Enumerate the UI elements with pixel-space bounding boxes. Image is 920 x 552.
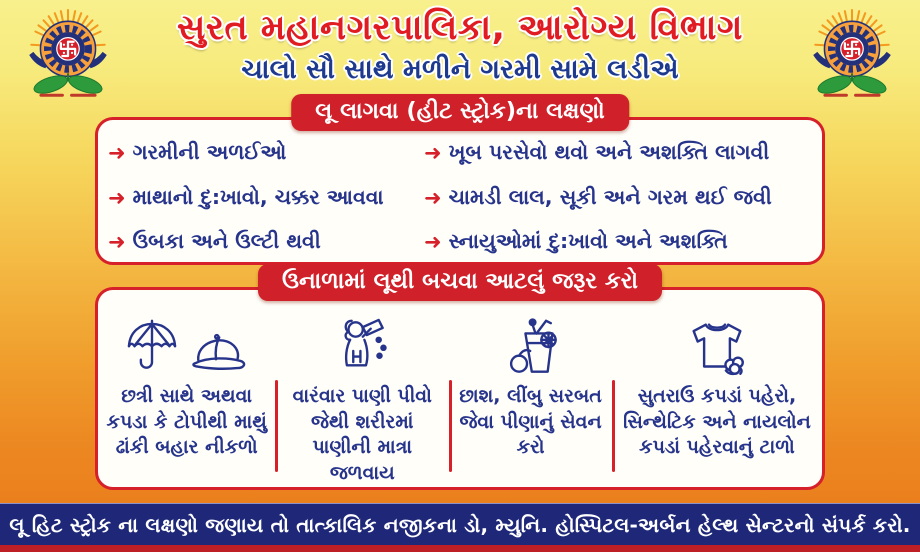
prevention-header-badge: ઉનાળામાં લૂથી બચવા આટલું જરૂર કરો xyxy=(258,264,662,301)
symptom-text: ખૂબ પરસેવો થવો અને અશક્તિ લાગવી xyxy=(448,140,770,164)
drinking-water-icon xyxy=(331,312,393,378)
tip-cotton-clothes xyxy=(612,308,822,487)
prevention-tips xyxy=(98,308,822,486)
cotton-clothes-icon xyxy=(684,312,750,378)
arrow-bullet-icon: ➜ xyxy=(108,230,126,254)
lemon-drink-icon xyxy=(500,312,562,378)
tip-divider xyxy=(449,380,452,472)
symptom-text: ગરમીની અળઈઓ xyxy=(132,140,287,164)
symptom-item xyxy=(424,185,814,210)
tip-cover-head xyxy=(98,308,275,487)
symptom-item xyxy=(108,229,420,254)
arrow-bullet-icon: ➜ xyxy=(108,141,126,165)
symptom-text: માથાનો દુ:ખાવો, ચક્કર આવવા xyxy=(132,184,384,209)
arrow-bullet-icon: ➜ xyxy=(424,141,442,165)
symptom-text: ચામડી લાલ, સૂકી અને ગરમ થઈ જવી xyxy=(448,184,772,209)
poster-subtitle: ચાલો સૌ સાથે મળીને ગરમી સામે લડીએ xyxy=(241,54,679,85)
arrow-bullet-icon: ➜ xyxy=(424,185,442,210)
symptom-item xyxy=(108,140,420,165)
tip-text: સુતરાઉ કપડાં પહેરો, સિન્થેટિક અને નાયલોન કપડાં પહેરવાનું ટાળો xyxy=(623,385,811,459)
symptom-text: ઉબકા અને ઉલ્ટી થવી xyxy=(132,229,321,253)
tip-text: છત્રી સાથે અથવા કપડા કે ટોપીથી માથું ઢાંકી બહાર નીકળો xyxy=(106,385,267,459)
symptom-text: સ્નાયુઓમાં દુ:ખાવો અને અશક્તિ xyxy=(448,229,728,253)
tip-text: છાશ, લીંબુ સરબત જેવા પીણાનું સેવન કરો xyxy=(459,385,602,459)
tip-text: વારંવાર પાણી પીવો જેથી શરીરમાં પાણીની માત્રા જળવાય xyxy=(292,385,432,484)
tip-divider xyxy=(275,380,278,472)
footer-contact-bar: લૂ હિટ સ્ટ્રોક ના લક્ષણો જણાય તો તાત્કાલિક નજીકના ડો, મ્યુનિ. હોસ્પિટલ-અર્બન હેલ્થ સેન્ટરનો સંપર્ક કરો. xyxy=(0,503,920,545)
symptoms-column-right xyxy=(424,138,814,256)
tip-drink-buttermilk xyxy=(449,308,612,487)
symptom-item xyxy=(424,229,814,254)
tip-drink-water xyxy=(275,308,449,487)
symptoms-header-badge: લૂ લાગવા (હીટ સ્ટ્રોક)ના લક્ષણો xyxy=(291,94,629,131)
symptom-item xyxy=(424,140,814,165)
symptoms-list xyxy=(108,138,814,256)
arrow-bullet-icon: ➜ xyxy=(108,185,126,210)
umbrella-cap-icon xyxy=(121,312,253,378)
symptoms-column-left xyxy=(108,138,420,256)
tip-divider xyxy=(612,380,615,472)
symptom-item xyxy=(108,185,420,210)
arrow-bullet-icon: ➜ xyxy=(424,230,442,254)
bottom-red-strip xyxy=(0,545,920,552)
poster-title: સુરત મહાનગરપાલિકા, આરોગ્ય વિભાગ xyxy=(177,8,743,48)
